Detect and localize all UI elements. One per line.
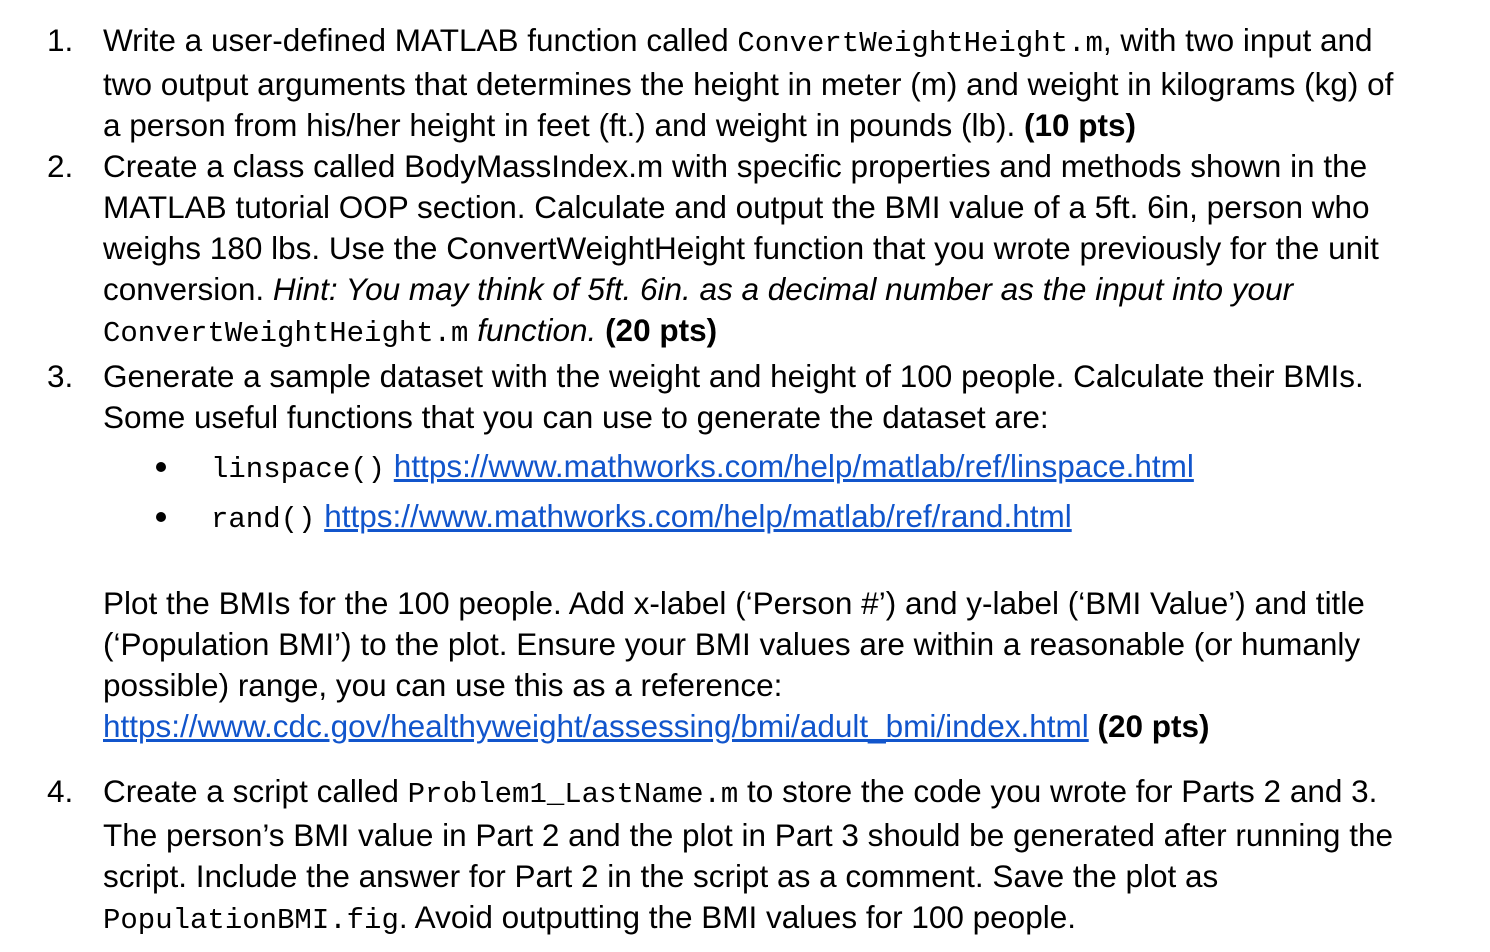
question-4	[0, 771, 1490, 941]
question-3-points: (20 pts)	[1088, 708, 1210, 744]
question-4-fig-filename: PopulationBMI.fig	[103, 904, 399, 937]
question-2	[0, 146, 1490, 354]
question-1-text-b: , with two input and two output arguments that determines the height in meter (m) and weight in kilograms (kg) of a person from his/her height in feet (ft.) and weight in pounds (lb).	[103, 22, 1394, 143]
function-code-rand: rand()	[211, 503, 316, 536]
function-list	[103, 443, 1410, 543]
question-3-text: Generate a sample dataset with the weight and height of 100 people. Calculate their BMIs. Some useful functions that you can use to generate the dataset are:	[103, 358, 1364, 435]
list-item	[103, 443, 1410, 493]
list-item	[103, 493, 1410, 543]
assignment-document	[0, 20, 1490, 941]
question-2-hint-a: Hint: You may think of 5ft. 6in. as a decimal number as the input into your	[272, 271, 1294, 307]
question-1-points: (10 pts)	[1024, 107, 1137, 143]
question-2-number: 2.	[47, 148, 74, 184]
question-3-plot-text: Plot the BMIs for the 100 people. Add x-label (‘Person #’) and y-label (‘BMI Value’) and title (‘Population BMI’) to the plot. Ensure your BMI values are within a reasonable (or humanly possible) range, you can use this as a reference:	[103, 585, 1365, 703]
question-1-code-filename: ConvertWeightHeight.m	[737, 27, 1103, 60]
question-4-number: 4.	[47, 773, 74, 809]
bullet-icon	[156, 512, 166, 522]
question-4-script-filename: Problem1_LastName.m	[407, 778, 739, 811]
question-2-hint-b: function.	[468, 312, 597, 348]
bullet-icon	[156, 462, 166, 472]
question-2-code-filename: ConvertWeightHeight.m	[103, 317, 469, 350]
question-4-text-a: Create a script called	[103, 773, 408, 809]
question-3-plot-paragraph	[103, 583, 1410, 747]
question-4-text-c: . Avoid outputting the BMI values for 100 people.	[398, 899, 1076, 935]
question-3-number: 3.	[47, 358, 74, 394]
question-3	[0, 356, 1490, 747]
question-1	[0, 20, 1490, 146]
function-code-linspace: linspace()	[211, 453, 386, 486]
linspace-doc-link[interactable]: https://www.mathworks.com/help/matlab/ref/linspace.html	[393, 448, 1194, 484]
rand-doc-link[interactable]: https://www.mathworks.com/help/matlab/ref/rand.html	[324, 498, 1072, 534]
question-2-points: (20 pts)	[596, 312, 718, 348]
question-4-text-b: to store the code you wrote for Parts 2 and 3. The person’s BMI value in Part 2 and the plot in Part 3 should be generated after running the script. Include the answer for Part 2 in the script as a comment. Save the plot as	[103, 773, 1393, 894]
question-1-number: 1.	[47, 22, 74, 58]
question-1-text-a: Write a user-defined MATLAB function called	[103, 22, 738, 58]
cdc-bmi-link[interactable]: https://www.cdc.gov/healthyweight/assessing/bmi/adult_bmi/index.html	[103, 708, 1089, 744]
question-2-text: Create a class called BodyMassIndex.m with specific properties and methods shown in the MATLAB tutorial OOP section. Calculate and output the BMI value of a 5ft. 6in, person who weighs 180 lbs. Use the ConvertWeightHeight function that you wrote previously for the unit conversion.	[103, 148, 1379, 307]
